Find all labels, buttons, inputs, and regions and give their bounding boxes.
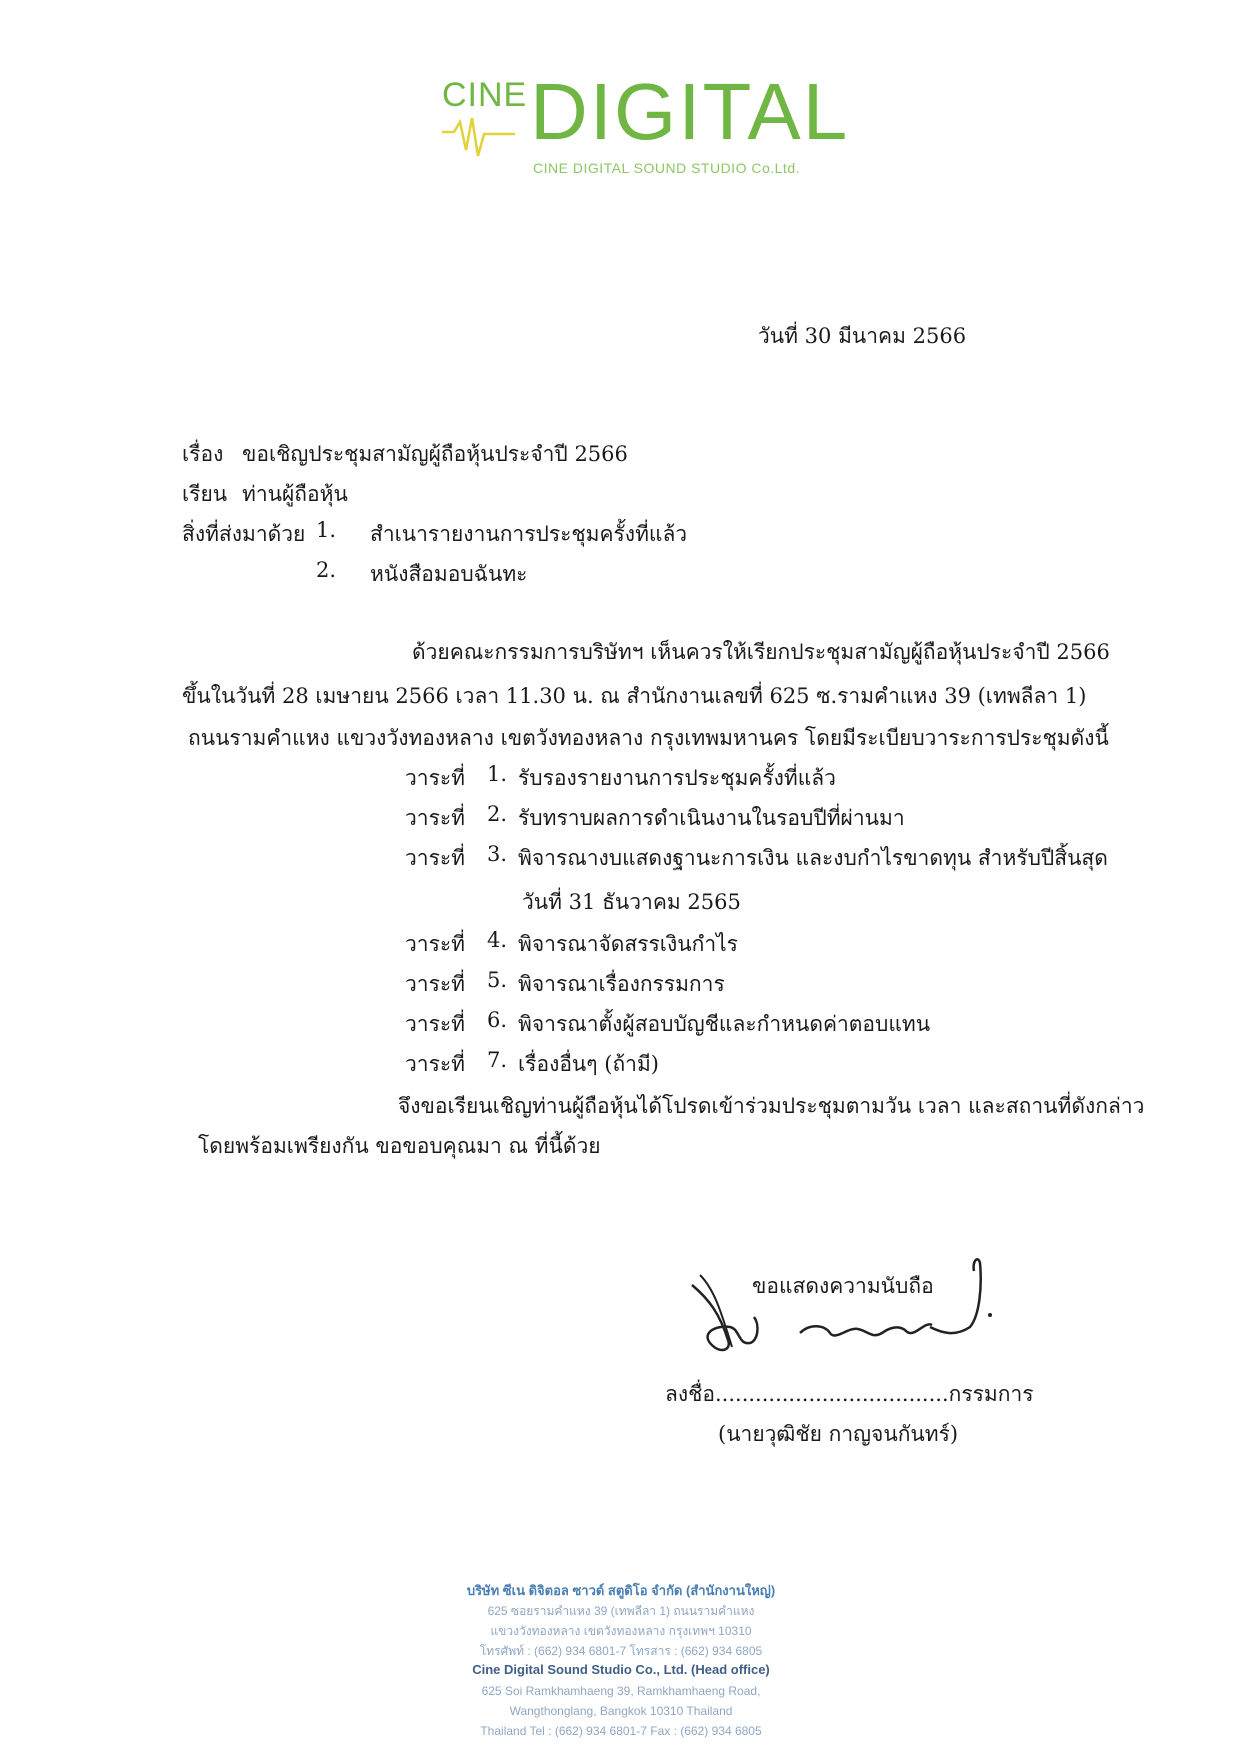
agenda-num: 6. [487,1008,508,1032]
agenda-item: พิจารณางบแสดงฐานะการเงิน และงบกำไรขาดทุน สำหรับปีสิ้นสุด [518,846,1108,870]
agenda-label: วาระที่ [405,1012,465,1036]
footer-line: Thailand Tel : (662) 934 6801-7 Fax : (662) 934 6805 [480,1724,762,1738]
agenda-item: เรื่องอื่นๆ (ถ้ามี) [518,1052,659,1076]
company-logo [440,67,850,188]
agenda-num: 7. [487,1048,508,1072]
agenda-label: วาระที่ [405,766,465,790]
logo-subtitle: CINE DIGITAL SOUND STUDIO Co.Ltd. [533,160,800,176]
agenda-label: วาระที่ [405,972,465,996]
regards-text: ขอแสดงความนับถือ [752,1274,934,1298]
attachment-num: 2. [316,558,337,582]
signature-line: ลงชื่อ...................................กรรมการ [665,1382,1034,1406]
agenda-label: วาระที่ [405,932,465,956]
closing-line: โดยพร้อมเพรียงกัน ขอขอบคุณมา ณ ที่นี้ด้วย [198,1134,601,1158]
footer-line: 625 Soi Ramkhamhaeng 39, Ramkhamhaeng Road, [481,1684,761,1698]
attachments-label: สิ่งที่ส่งมาด้วย [182,522,306,546]
agenda-num: 4. [487,928,508,952]
attachment-num: 1. [316,518,337,542]
logo-digital: DIGITAL [530,67,850,156]
agenda-item: พิจารณาตั้งผู้สอบบัญชีและกำหนดค่าตอบแทน [518,1012,931,1036]
agenda-num: 3. [487,842,508,866]
agenda-item: รับรองรายงานการประชุมครั้งที่แล้ว [518,766,836,790]
to-label: เรียน [182,482,228,506]
footer-line: Wangthonglang, Bangkok 10310 Thailand [509,1704,733,1718]
agenda-num: 1. [487,762,508,786]
agenda-item: พิจารณาเรื่องกรรมการ [518,972,725,996]
agenda-label: วาระที่ [405,846,465,870]
subject-label: เรื่อง [182,442,224,466]
closing-line: จึงขอเรียนเชิญท่านผู้ถือหุ้นได้โปรดเข้าร่วมประชุมตามวัน เวลา และสถานที่ดังกล่าว [398,1094,1145,1118]
footer-line: Cine Digital Sound Studio Co., Ltd. (Head office) [472,1662,770,1677]
subject-text: ขอเชิญประชุมสามัญผู้ถือหุ้นประจำปี 2566 [242,442,628,466]
agenda-item: พิจารณาจัดสรรเงินกำไร [518,932,738,956]
agenda-num: 5. [487,968,508,992]
letter-date: วันที่ 30 มีนาคม 2566 [758,324,967,348]
agenda-item: รับทราบผลการดำเนินงานในรอบปีที่ผ่านมา [518,806,905,830]
attachment-text: สำเนารายงานการประชุมครั้งที่แล้ว [370,522,688,546]
agenda-label: วาระที่ [405,806,465,830]
footer-line: โทรศัพท์ : (662) 934 6801-7 โทรสาร : (662) 934 6805 [479,1644,763,1658]
logo-cine: CINE [442,76,528,114]
footer-line: บริษัท ซีเน ดิจิตอล ซาวด์ สตูดิโอ จำกัด (สำนักงานใหญ่) [466,1583,776,1598]
signatory-name: (นายวุฒิชัย กาญจนกันทร์) [718,1422,959,1446]
attachment-text: หนังสือมอบฉันทะ [370,562,528,586]
handwritten-signature [680,1255,1020,1375]
to-text: ท่านผู้ถือหุ้น [242,482,348,506]
agenda-num: 2. [487,802,508,826]
footer-line: แขวงวังทองหลาง เขตวังทองหลาง กรุงเทพฯ 10310 [490,1624,752,1638]
footer-line: 625 ซอยรามคำแหง 39 (เทพลีลา 1) ถนนรามคำแหง [487,1604,755,1618]
agenda-item-continuation: วันที่ 31 ธันวาคม 2565 [522,890,741,914]
agenda-label: วาระที่ [405,1052,465,1076]
intro-line: ด้วยคณะกรรมการบริษัทฯ เห็นควรให้เรียกประชุมสามัญผู้ถือหุ้นประจำปี 2566 [412,640,1110,664]
intro-line: ขึ้นในวันที่ 28 เมษายน 2566 เวลา 11.30 น. ณ สำนักงานเลขที่ 625 ซ.รามคำแหง 39 (เทพลีลา 1) [182,684,1087,708]
intro-line: ถนนรามคำแหง แขวงวังทองหลาง เขตวังทองหลาง กรุงเทพมหานคร โดยมีระเบียบวาระการประชุมดังนี้ [188,726,1109,750]
